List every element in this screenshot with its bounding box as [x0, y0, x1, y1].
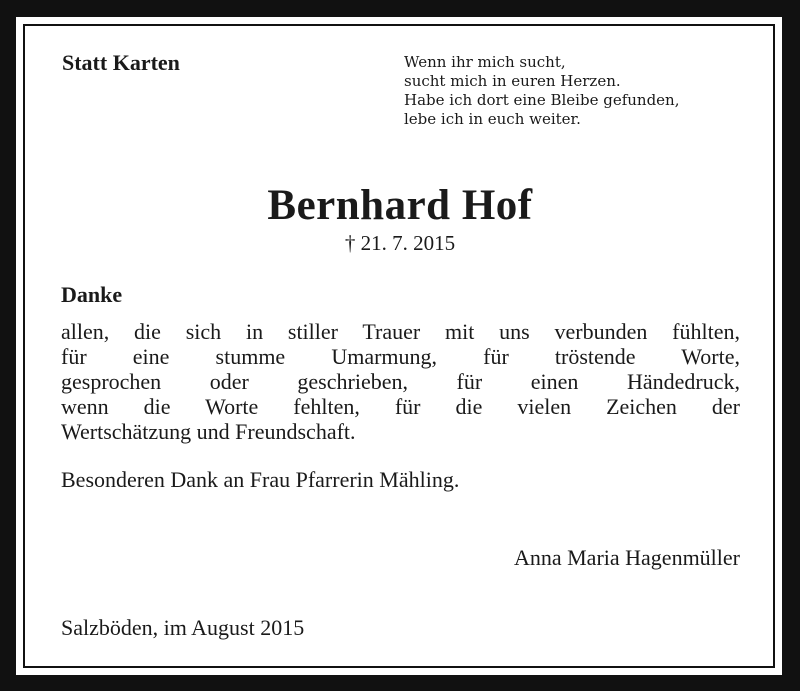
death-date: † 21. 7. 2015: [344, 231, 456, 255]
deceased-name: Bernhard Hof: [267, 182, 533, 229]
thanks-paragraph: [61, 319, 740, 444]
place-date: Salzböden, im August 2015: [61, 615, 305, 640]
thanks-line: Wertschätzung und Freundschaft.: [61, 419, 356, 444]
thanks-line: allen, die sich in stiller Trauer mit uns verbunden fühlten,: [61, 319, 740, 344]
quote-line: Habe ich dort eine Bleibe gefunden,: [404, 91, 680, 109]
thanks-line: für eine stumme Umarmung, für tröstende Worte,: [61, 344, 740, 369]
memorial-quote: [404, 53, 679, 129]
quote-line: Wenn ihr mich sucht,: [404, 53, 566, 71]
quote-line: sucht mich in euren Herzen.: [404, 72, 621, 90]
thanks-line: gesprochen oder geschrieben, für einen Händedruck,: [61, 369, 740, 394]
signature: Anna Maria Hagenmüller: [513, 545, 740, 570]
statt-karten-label: Statt Karten: [62, 50, 180, 75]
thanks-line: wenn die Worte fehlten, für die vielen Zeichen der: [61, 394, 740, 419]
special-thanks: Besonderen Dank an Frau Pfarrerin Mähling.: [61, 467, 460, 492]
thanks-heading: Danke: [61, 282, 123, 307]
quote-line: lebe ich in euch weiter.: [404, 110, 581, 128]
